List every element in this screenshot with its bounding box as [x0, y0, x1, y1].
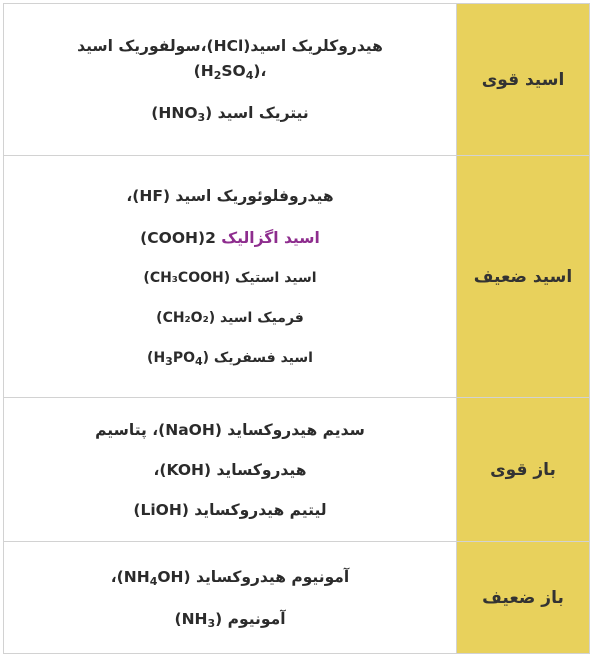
table-row	[4, 4, 590, 156]
content-line: سدیم هیدروکساید (NaOH)، پتاسیم	[95, 420, 365, 439]
table-row	[4, 156, 590, 398]
table-row	[4, 542, 590, 654]
row-label-weak-acid: اسید ضعیف	[457, 156, 590, 398]
row-label-weak-base: باز ضعیف	[457, 542, 590, 654]
row-content-weak-base	[4, 542, 457, 654]
content-line: هیدروفلوئوریک اسید (HF)،	[126, 186, 334, 205]
content-line: اسید اگزالیک 2(COOH)	[140, 228, 320, 247]
content-line: نیتریک اسید $(HNO_3)$	[151, 104, 309, 124]
row-label-strong-base: باز قوی	[457, 398, 590, 542]
acid-base-table-container	[3, 3, 590, 654]
row-content-weak-acid	[4, 156, 457, 398]
content-line: اسید استیک (CH₃COOH)	[143, 269, 317, 286]
row-label-strong-acid: اسید قوی	[457, 4, 590, 156]
content-line: $(H_2SO_4)،$	[193, 62, 267, 82]
content-line: هیدروکساید (KOH)،	[153, 460, 307, 479]
acid-base-table	[3, 3, 590, 654]
row-content-strong-base	[4, 398, 457, 542]
content-line: اسید فسفریک $(H_3PO_4)$	[147, 349, 313, 368]
content-line: آمونیوم هیدروکساید $(NH_4OH)،$	[110, 567, 350, 588]
content-line: فرمیک اسید (CH₂O₂)	[156, 309, 304, 326]
row-content-strong-acid	[4, 4, 457, 156]
content-line: آمونیوم $(NH_3)$	[174, 609, 286, 630]
table-row	[4, 398, 590, 542]
content-line: هیدروکلریک اسید(HCl)،سولفوریک اسید	[77, 37, 383, 55]
oxalic-acid-highlight: اسید اگزالیک	[221, 228, 320, 247]
content-line: لیتیم هیدروکساید (LiOH)	[133, 500, 327, 519]
